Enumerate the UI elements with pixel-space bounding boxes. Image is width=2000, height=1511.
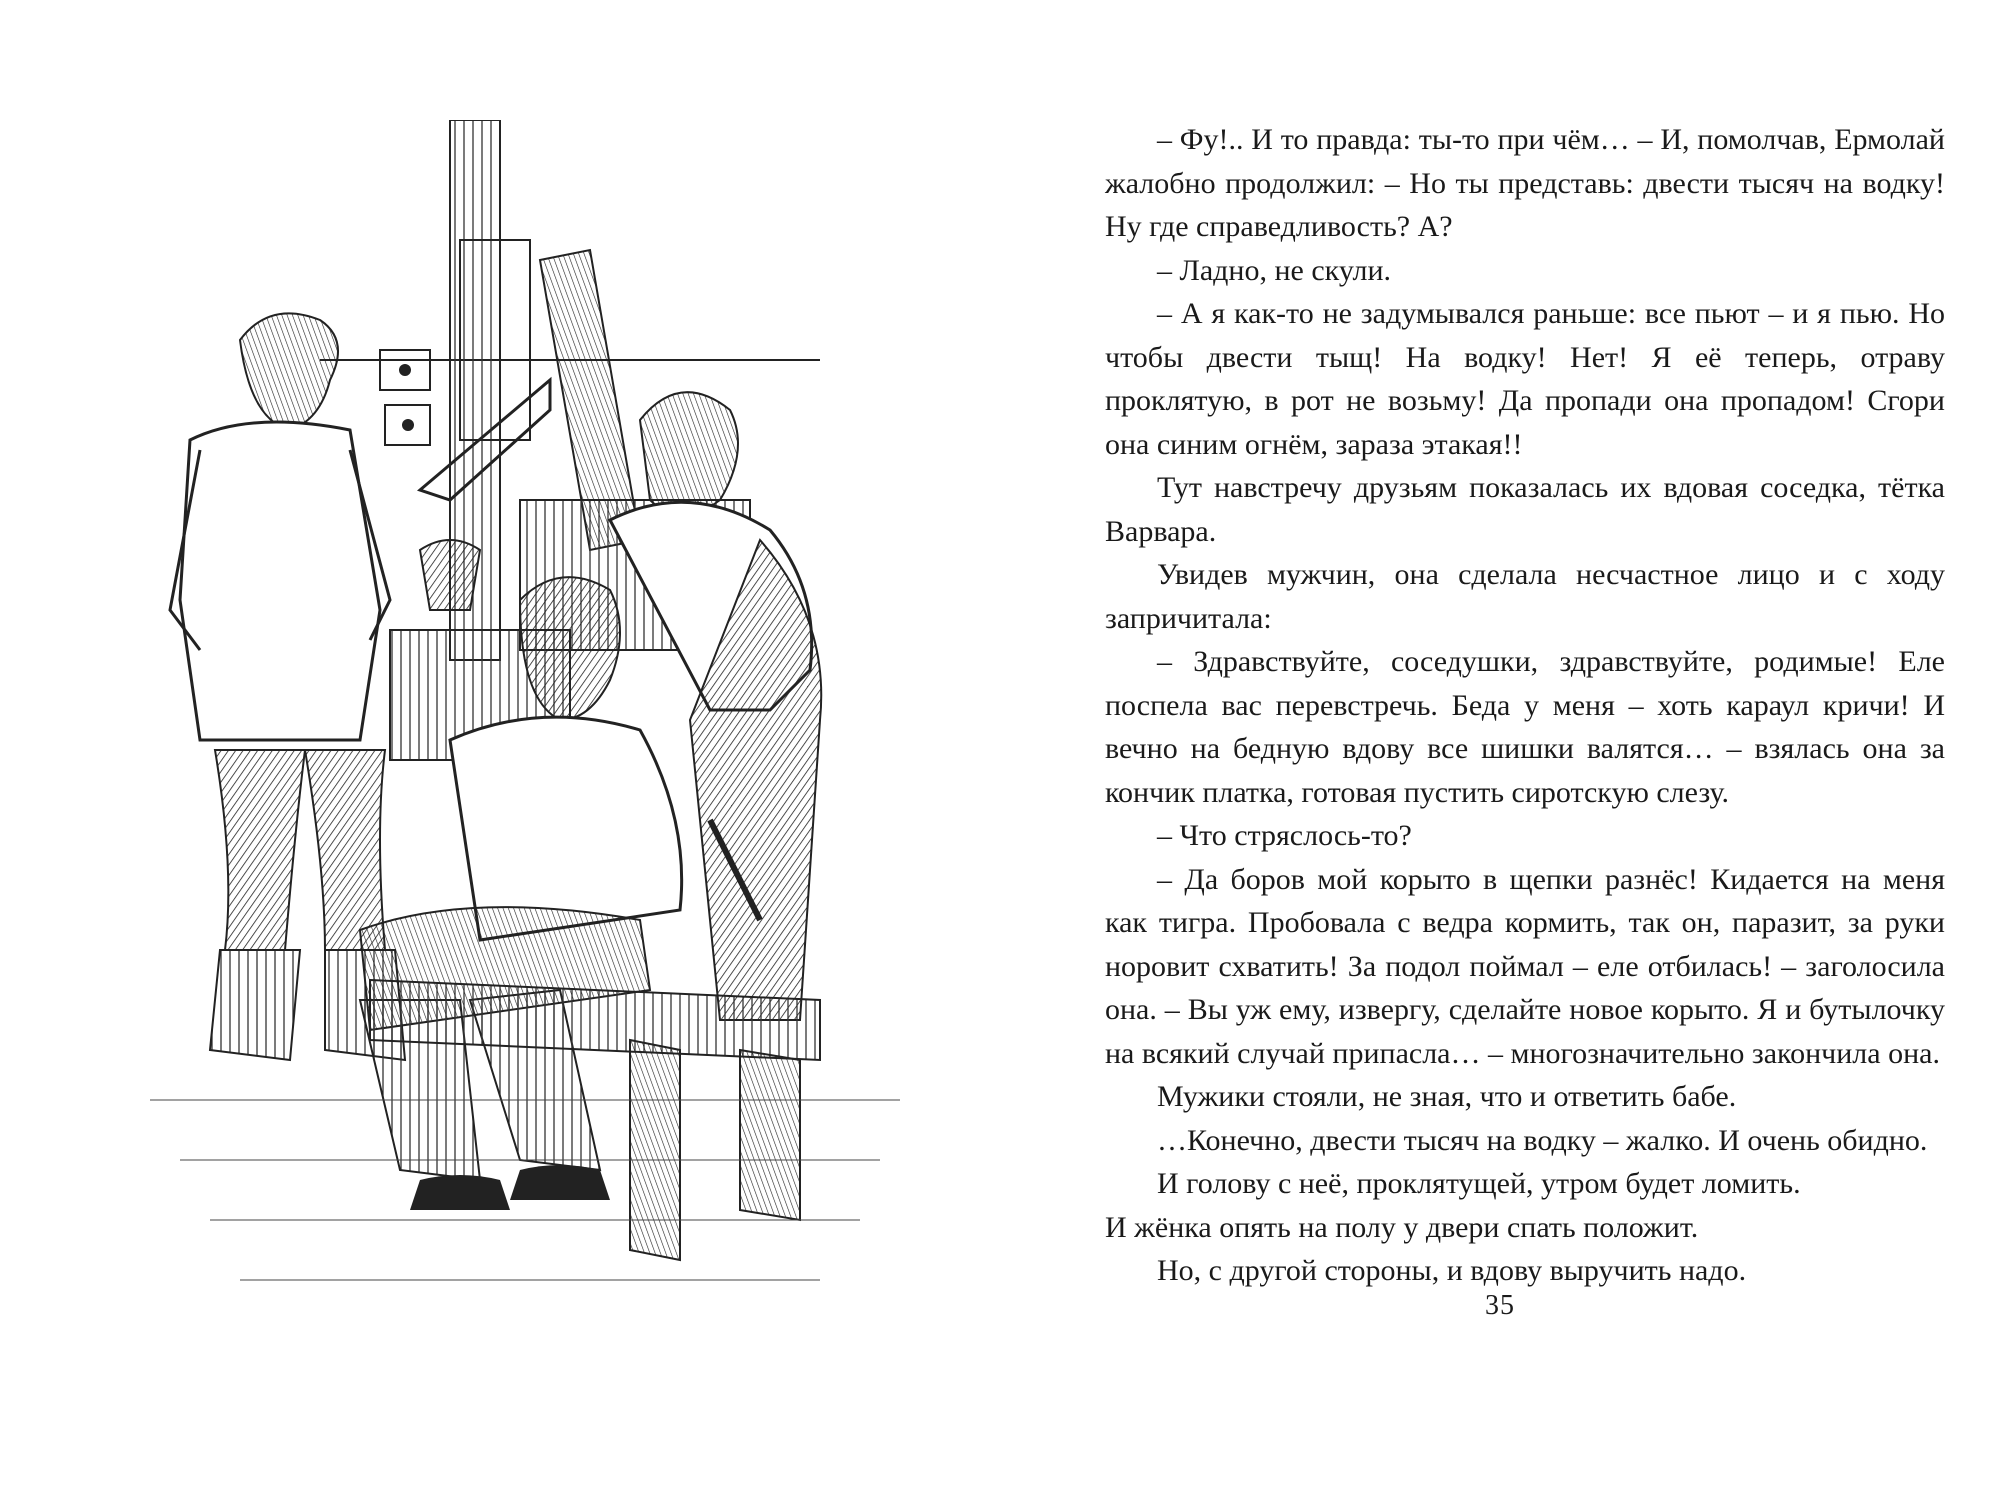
paragraph: – Что стряслось-то?: [1157, 819, 1412, 852]
paragraph: Тут навстречу друзьям показалась их вдовая соседка, тётка Варвара.: [1105, 471, 1945, 548]
paragraph: – Здравствуйте, соседушки, здравствуйте, родимые! Еле поспела вас перевстречь. Беда у меня – хоть караул кричи! И вечно на бедную вдову все шишки валятся… – взялась она за кончик платка, готовая пустить сиротскую слезу.: [1105, 645, 1945, 809]
paragraph: – А я как-то не задумывался раньше: все пьют – и я пью. Но чтобы двести тыщ! На водку! Нет! Я её теперь, отраву проклятую, в рот не возьму! Да пропади она пропадом! Сгори она синим огнём, зараза этакая!!: [1105, 297, 1945, 461]
paragraph: Увидев мужчин, она сделала несчастное лицо и с ходу запричитала:: [1105, 558, 1945, 635]
paragraph: – Ладно, не скули.: [1157, 253, 1392, 287]
right-page: [1000, 0, 2000, 1511]
paragraph: И жёнка опять на полу у двери спать положит.: [1105, 1210, 1699, 1244]
paragraph: Мужики стояли, не зная, что и ответить бабе.: [1157, 1080, 1737, 1113]
page-number: 35: [1485, 1290, 1515, 1321]
pen-ink-illustration: [120, 120, 940, 1340]
paragraph: – Фу!.. И то правда: ты-то при чём… – И, помолчав, Ермолай жалобно продолжил: – Но ты представь: двести тысяч на водку! Ну где справедливость? А?: [1105, 123, 1945, 243]
paragraph: …Конечно, двести тысяч на водку – жалко. И очень обидно.: [1157, 1123, 1928, 1157]
paragraph: – Да боров мой корыто в щепки разнёс! Кидается на меня как тигра. Пробовала с ведра кормить, так он, паразит, за руки норовит схватить! За подол поймал – еле отбилась! – заголосила она. – Вы уж ему, извергу, сделайте новое корыто. Я и бутылочку на всякий случай припасла… – многозначительно закончила она.: [1105, 862, 1945, 1070]
paragraph: Но, с другой стороны, и вдову выручить надо.: [1157, 1254, 1747, 1287]
body-text: [1105, 118, 1945, 1293]
paragraph: И голову с неё, проклятущей, утром будет ломить.: [1157, 1167, 1801, 1200]
